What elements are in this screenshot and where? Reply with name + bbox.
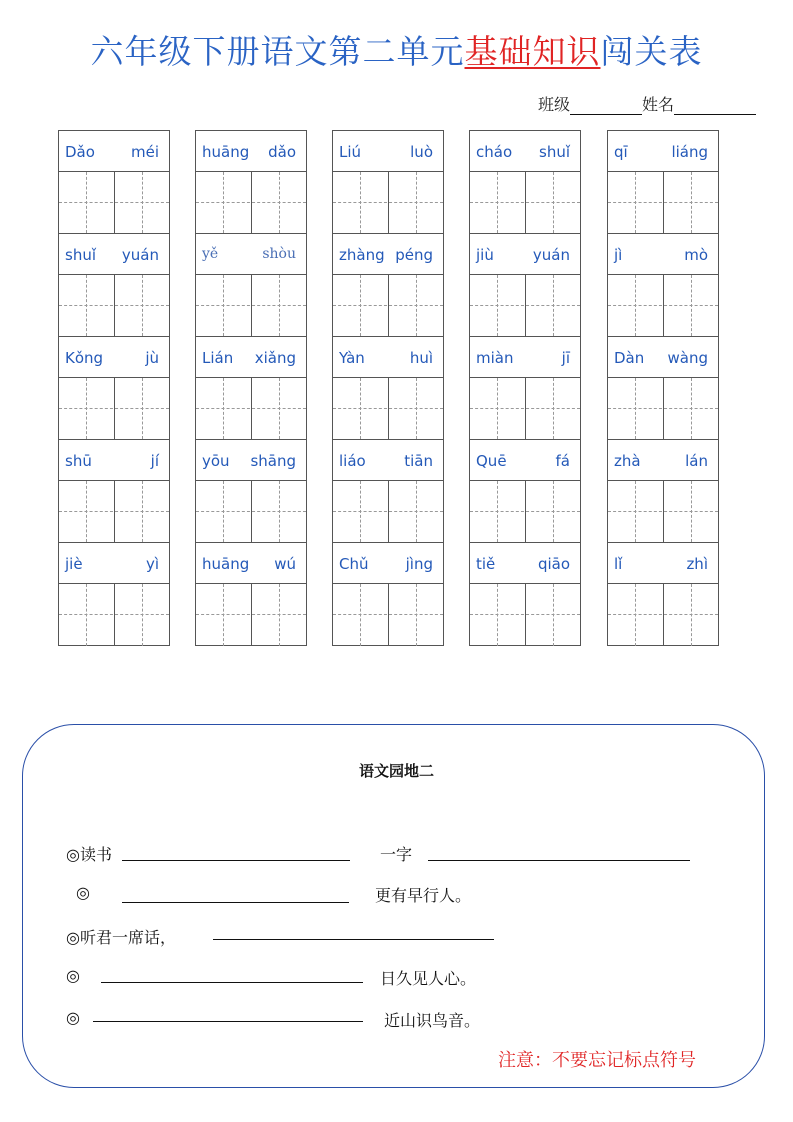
pinyin-syllable-2: fá [555,452,570,470]
pinyin-syllable-2: yuán [121,246,159,264]
writing-grid[interactable] [59,275,169,337]
grid-guide-line [553,584,554,646]
writing-grid[interactable] [333,378,443,440]
word-cell [333,440,443,543]
pinyin-row [196,131,306,172]
grid-divider [114,584,115,646]
grid-guide-line [333,408,443,409]
pinyin-column [195,130,307,646]
class-blank[interactable] [570,96,642,115]
pinyin-syllable-1: Quē [476,452,507,470]
pinyin-row [196,440,306,481]
writing-grid[interactable] [608,172,718,234]
grid-guide-line [59,614,169,615]
grid-guide-line [470,614,580,615]
pinyin-syllable-1: huāng [202,143,250,161]
word-cell [196,337,306,440]
word-cell [196,234,306,337]
pinyin-column [607,130,719,646]
grid-guide-line [196,408,306,409]
pinyin-row [333,234,443,275]
pinyin-syllable-2: qiāo [537,555,570,573]
pinyin-syllable-1: Chǔ [339,555,369,573]
word-cell [608,543,718,646]
grid-guide-line [333,202,443,203]
pinyin-row [608,440,718,481]
pinyin-row [608,234,718,275]
word-cell [59,543,169,646]
pinyin-syllable-1: tiě [476,555,496,573]
pinyin-row [608,543,718,584]
pinyin-syllable-1: liáo [339,452,366,470]
class-label: 班级 [538,95,571,114]
word-cell [470,234,580,337]
pinyin-syllable-2: méi [130,143,159,161]
writing-grid[interactable] [333,584,443,646]
pinyin-row [333,543,443,584]
grid-guide-line [59,511,169,512]
writing-grid[interactable] [608,378,718,440]
pinyin-syllable-1: jiè [65,555,83,573]
pinyin-syllable-2: jī [561,349,570,367]
pinyin-syllable-2: shuǐ [539,143,570,161]
pinyin-syllable-2: yì [145,555,159,573]
grid-divider [525,584,526,646]
writing-grid[interactable] [470,275,580,337]
grid-guide-line [608,614,718,615]
grid-guide-line [691,584,692,646]
pinyin-syllable-1: jiù [476,246,494,264]
pinyin-syllable-2: xiǎng [254,349,296,367]
word-cell [333,234,443,337]
word-cell [608,234,718,337]
writing-grid[interactable] [196,275,306,337]
writing-grid[interactable] [59,584,169,646]
word-cell [470,543,580,646]
writing-grid[interactable] [59,172,169,234]
pinyin-row [196,337,306,378]
pinyin-row [470,131,580,172]
pinyin-row [470,543,580,584]
grid-guide-line [333,614,443,615]
grid-guide-line [635,584,636,646]
pinyin-row [470,234,580,275]
grid-guide-line [470,202,580,203]
pinyin-syllable-1: shuǐ [65,246,96,264]
word-cell [59,234,169,337]
pinyin-syllable-2: luò [410,143,433,161]
pinyin-row [59,543,169,584]
grid-guide-line [416,584,417,646]
line3-left: ◎听君一席话， [66,928,176,947]
line4-blank[interactable] [101,982,363,983]
grid-guide-line [142,584,143,646]
pinyin-syllable-2: shòu [262,246,296,262]
pinyin-row [59,337,169,378]
grid-guide-line [223,584,224,646]
writing-grid[interactable] [196,172,306,234]
line5-left: ◎ [66,1008,80,1027]
word-cell [470,337,580,440]
pinyin-syllable-1: lǐ [614,555,623,573]
pinyin-syllable-2: dǎo [268,143,296,161]
grid-guide-line [360,584,361,646]
word-cell [196,440,306,543]
grid-guide-line [333,305,443,306]
word-cell [333,131,443,234]
pinyin-syllable-1: shū [65,452,92,470]
pinyin-row [196,234,306,275]
pinyin-syllable-1: yōu [202,452,230,470]
line2-left: ◎ [76,883,90,902]
title-part2: 闯关表 [600,32,703,71]
garden-title: 语文园地二 [358,762,434,780]
name-blank[interactable] [674,96,756,115]
pinyin-syllable-1: Dàn [614,349,645,367]
grid-guide-line [196,202,306,203]
writing-grid[interactable] [333,172,443,234]
word-cell [470,131,580,234]
word-cell [59,440,169,543]
pinyin-syllable-2: wú [274,555,296,573]
pinyin-row [59,234,169,275]
pinyin-row [333,131,443,172]
title-part1: 六年级下册语文第二单元 [90,32,465,71]
grid-guide-line [608,511,718,512]
grid-guide-line [196,305,306,306]
class-name-line [538,92,756,115]
line3-blank[interactable] [213,939,494,940]
pinyin-syllable-1: Yàn [339,349,365,367]
writing-grid[interactable] [196,378,306,440]
grid-guide-line [608,202,718,203]
grid-guide-line [470,511,580,512]
grid-guide-line [608,408,718,409]
writing-grid[interactable] [196,584,306,646]
word-cell [333,543,443,646]
pinyin-row [608,131,718,172]
line1-mid: 一字 [380,845,413,864]
writing-grid[interactable] [608,275,718,337]
pinyin-syllable-2: zhì [686,555,708,573]
word-cell [470,440,580,543]
grid-divider [663,584,664,646]
pinyin-syllable-2: yuán [532,246,570,264]
word-cell [196,543,306,646]
pinyin-syllable-2: lán [685,452,708,470]
line1-blank2[interactable] [428,860,690,861]
writing-grid[interactable] [470,378,580,440]
writing-grid[interactable] [59,378,169,440]
pinyin-syllable-2: huì [409,349,433,367]
pinyin-row [59,131,169,172]
pinyin-row [333,337,443,378]
grid-divider [251,584,252,646]
grid-guide-line [497,584,498,646]
grid-guide-line [196,511,306,512]
grid-guide-line [279,584,280,646]
pinyin-column [469,130,581,646]
pinyin-syllable-1: zhàng [339,246,385,264]
pinyin-syllable-1: Liú [339,143,362,161]
title-highlight: 基础知识 [464,32,601,71]
grid-divider [388,584,389,646]
pinyin-syllable-2: liáng [671,143,708,161]
pinyin-row [470,337,580,378]
writing-grid[interactable] [196,481,306,543]
writing-grid[interactable] [59,481,169,543]
word-cell [608,440,718,543]
pinyin-syllable-2: wàng [667,349,708,367]
line4-left: ◎ [66,966,80,985]
word-cell [59,131,169,234]
pinyin-syllable-1: huāng [202,555,250,573]
word-cell [608,131,718,234]
line4-right: 日久见人心。 [380,969,477,988]
pinyin-syllable-2: shāng [250,452,296,470]
grid-guide-line [59,305,169,306]
line5-right: 近山识鸟音。 [384,1011,481,1030]
pinyin-syllable-1: Dǎo [65,143,95,161]
line5-blank[interactable] [93,1021,363,1022]
pinyin-syllable-1: miàn [476,349,514,367]
pinyin-syllable-2: tiān [404,452,433,470]
line2-blank[interactable] [122,902,349,903]
pinyin-syllable-1: zhà [614,452,641,470]
pinyin-syllable-2: jìng [405,555,433,573]
pinyin-syllable-1: cháo [476,143,513,161]
pinyin-syllable-1: Lián [202,349,234,367]
pinyin-row [196,543,306,584]
pinyin-row [608,337,718,378]
line2-right: 更有早行人。 [375,886,472,905]
pinyin-syllable-1: qī [614,143,628,161]
line1-left: ◎读书 [66,845,112,864]
grid-guide-line [59,408,169,409]
writing-grid[interactable] [470,172,580,234]
writing-grid[interactable] [470,584,580,646]
reminder-note: 注意：不要忘记标点符号 [498,1050,696,1071]
pinyin-syllable-1: Kǒng [65,349,104,367]
writing-grid[interactable] [608,584,718,646]
name-label: 姓名 [642,95,675,114]
pinyin-syllable-2: mò [684,246,708,264]
page-title [0,26,793,73]
writing-grid[interactable] [470,481,580,543]
pinyin-row [333,440,443,481]
pinyin-syllable-1: jì [614,246,623,264]
line1-blank1[interactable] [122,860,350,861]
word-cell [333,337,443,440]
pinyin-syllable-2: péng [395,246,433,264]
pinyin-column [332,130,444,646]
pinyin-syllable-2: jù [145,349,159,367]
grid-guide-line [470,408,580,409]
pinyin-column [58,130,170,646]
word-cell [59,337,169,440]
pinyin-row [470,440,580,481]
pinyin-row [59,440,169,481]
pinyin-syllable-2: jí [150,452,159,470]
writing-grid[interactable] [333,275,443,337]
word-cell [608,337,718,440]
word-cell [196,131,306,234]
grid-guide-line [59,202,169,203]
grid-guide-line [196,614,306,615]
pinyin-syllable-1: yě [202,246,219,262]
grid-guide-line [333,511,443,512]
grid-guide-line [470,305,580,306]
writing-grid[interactable] [608,481,718,543]
writing-grid[interactable] [333,481,443,543]
grid-guide-line [86,584,87,646]
grid-guide-line [608,305,718,306]
